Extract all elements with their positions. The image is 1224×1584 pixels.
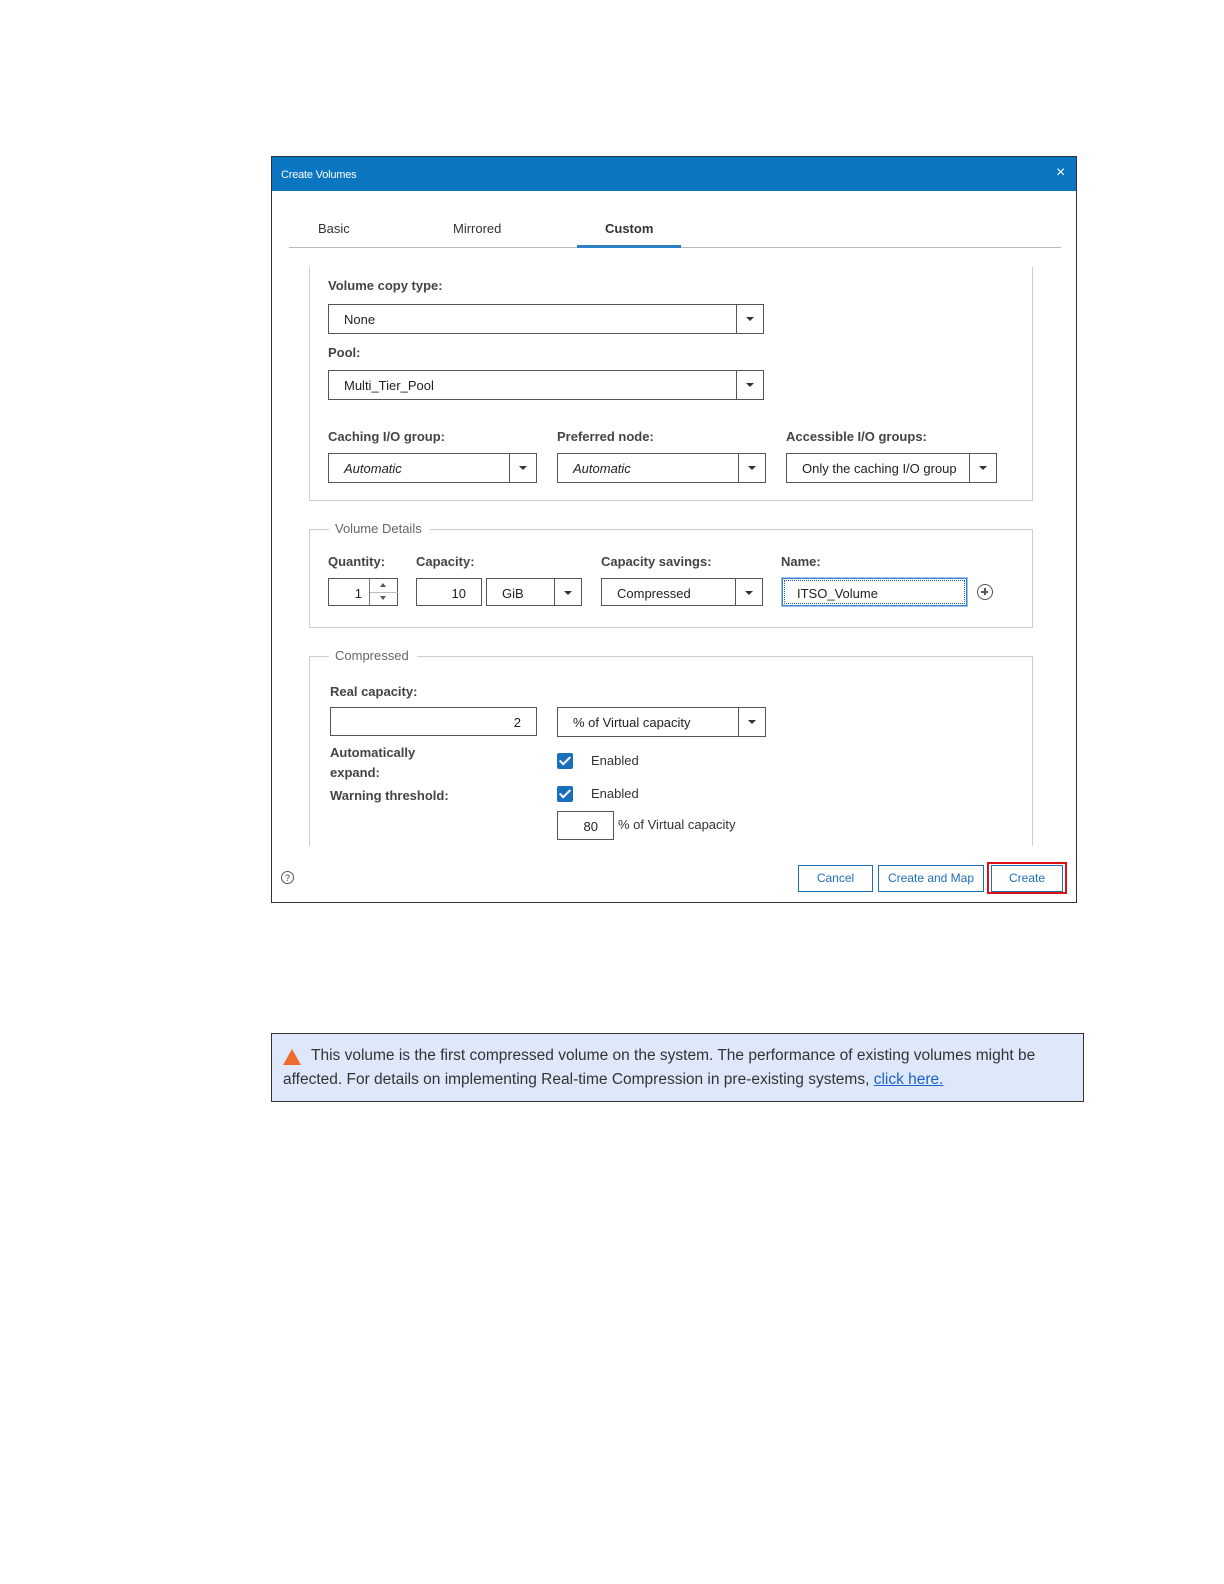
chevron-down-icon — [738, 708, 765, 736]
capacity-label: Capacity: — [416, 554, 475, 569]
pool-value: Multi_Tier_Pool — [344, 378, 434, 393]
warning-text: This volume is the first compressed volume on the system. The performance of existing volumes might be affected. For details on implementing Real-time Compression in pre-existing systems, — [283, 1047, 1036, 1088]
auto-expand-enabled-label: Enabled — [591, 753, 639, 768]
chevron-down-icon — [736, 371, 763, 399]
warning-threshold-checkbox[interactable] — [557, 786, 573, 802]
help-icon[interactable]: ? — [281, 871, 294, 884]
real-capacity-unit-select[interactable] — [557, 707, 766, 737]
create-and-map-button[interactable]: Create and Map — [878, 865, 984, 892]
preferred-node-label: Preferred node: — [557, 429, 654, 444]
real-capacity-label: Real capacity: — [330, 684, 418, 699]
name-label: Name: — [781, 554, 821, 569]
tab-custom[interactable]: Custom — [605, 221, 654, 236]
compressed-legend: Compressed — [329, 648, 417, 663]
active-tab-indicator — [577, 245, 681, 248]
spinner-divider — [370, 592, 398, 593]
capacity-input[interactable] — [416, 578, 482, 606]
accessible-io-groups-select[interactable] — [786, 453, 997, 483]
accessible-io-groups-label: Accessible I/O groups: — [786, 429, 927, 444]
name-value: ITSO_Volume — [797, 586, 878, 601]
chevron-down-icon — [738, 454, 765, 482]
warning-message — [283, 1044, 1063, 1092]
cancel-button[interactable]: Cancel — [798, 865, 873, 892]
caching-io-group-label: Caching I/O group: — [328, 429, 445, 444]
quantity-value: 1 — [354, 586, 362, 601]
capacity-unit-select[interactable] — [486, 578, 582, 606]
quantity-spinner[interactable] — [369, 579, 397, 605]
dialog-title: Create Volumes — [281, 169, 357, 181]
real-capacity-input[interactable] — [330, 707, 537, 736]
compression-warning-banner — [271, 1033, 1084, 1102]
real-capacity-unit-value: % of Virtual capacity — [573, 715, 691, 730]
create-volumes-dialog — [271, 156, 1077, 903]
volume-copy-type-label: Volume copy type: — [328, 278, 443, 293]
preferred-node-value: Automatic — [573, 461, 631, 476]
tab-mirrored[interactable]: Mirrored — [453, 221, 502, 236]
chevron-down-icon — [969, 454, 996, 482]
chevron-up-icon[interactable] — [380, 583, 386, 587]
capacity-value: 10 — [451, 586, 466, 601]
quantity-label: Quantity: — [328, 554, 386, 569]
create-button[interactable]: Create — [991, 865, 1063, 892]
capacity-savings-value: Compressed — [617, 586, 691, 601]
pool-select[interactable] — [328, 370, 764, 400]
close-icon[interactable]: × — [1056, 164, 1066, 181]
chevron-down-icon — [554, 579, 581, 605]
preferred-node-select[interactable] — [557, 453, 766, 483]
warning-threshold-unit: % of Virtual capacity — [618, 817, 736, 832]
click-here-link[interactable]: click here. — [873, 1071, 944, 1088]
add-volume-icon[interactable] — [977, 584, 993, 600]
warning-threshold-input[interactable] — [557, 811, 614, 840]
chevron-down-icon — [509, 454, 536, 482]
auto-expand-label-line2: expand: — [330, 765, 380, 780]
auto-expand-label-line1: Automatically — [330, 745, 416, 760]
chevron-down-icon — [735, 579, 762, 605]
chevron-down-icon — [736, 305, 763, 333]
volume-copy-type-value: None — [344, 312, 376, 327]
capacity-unit-value: GiB — [502, 586, 524, 601]
pool-label: Pool: — [328, 345, 361, 360]
capacity-savings-select[interactable] — [601, 578, 763, 606]
caching-io-group-value: Automatic — [344, 461, 402, 476]
chevron-down-icon[interactable] — [380, 596, 386, 600]
volume-copy-type-select[interactable] — [328, 304, 764, 334]
warning-threshold-label: Warning threshold: — [330, 788, 449, 803]
auto-expand-checkbox[interactable] — [557, 753, 573, 769]
tab-basic[interactable]: Basic — [318, 221, 350, 236]
name-input[interactable] — [782, 578, 967, 606]
real-capacity-value: 2 — [513, 715, 521, 730]
dialog-titlebar — [272, 157, 1076, 191]
accessible-io-groups-value: Only the caching I/O group — [802, 461, 957, 476]
capacity-savings-label: Capacity savings: — [601, 554, 712, 569]
volume-details-legend: Volume Details — [329, 521, 430, 536]
warning-threshold-enabled-label: Enabled — [591, 786, 639, 801]
warning-threshold-value: 80 — [583, 819, 598, 834]
caching-io-group-select[interactable] — [328, 453, 537, 483]
quantity-stepper[interactable] — [328, 578, 398, 606]
